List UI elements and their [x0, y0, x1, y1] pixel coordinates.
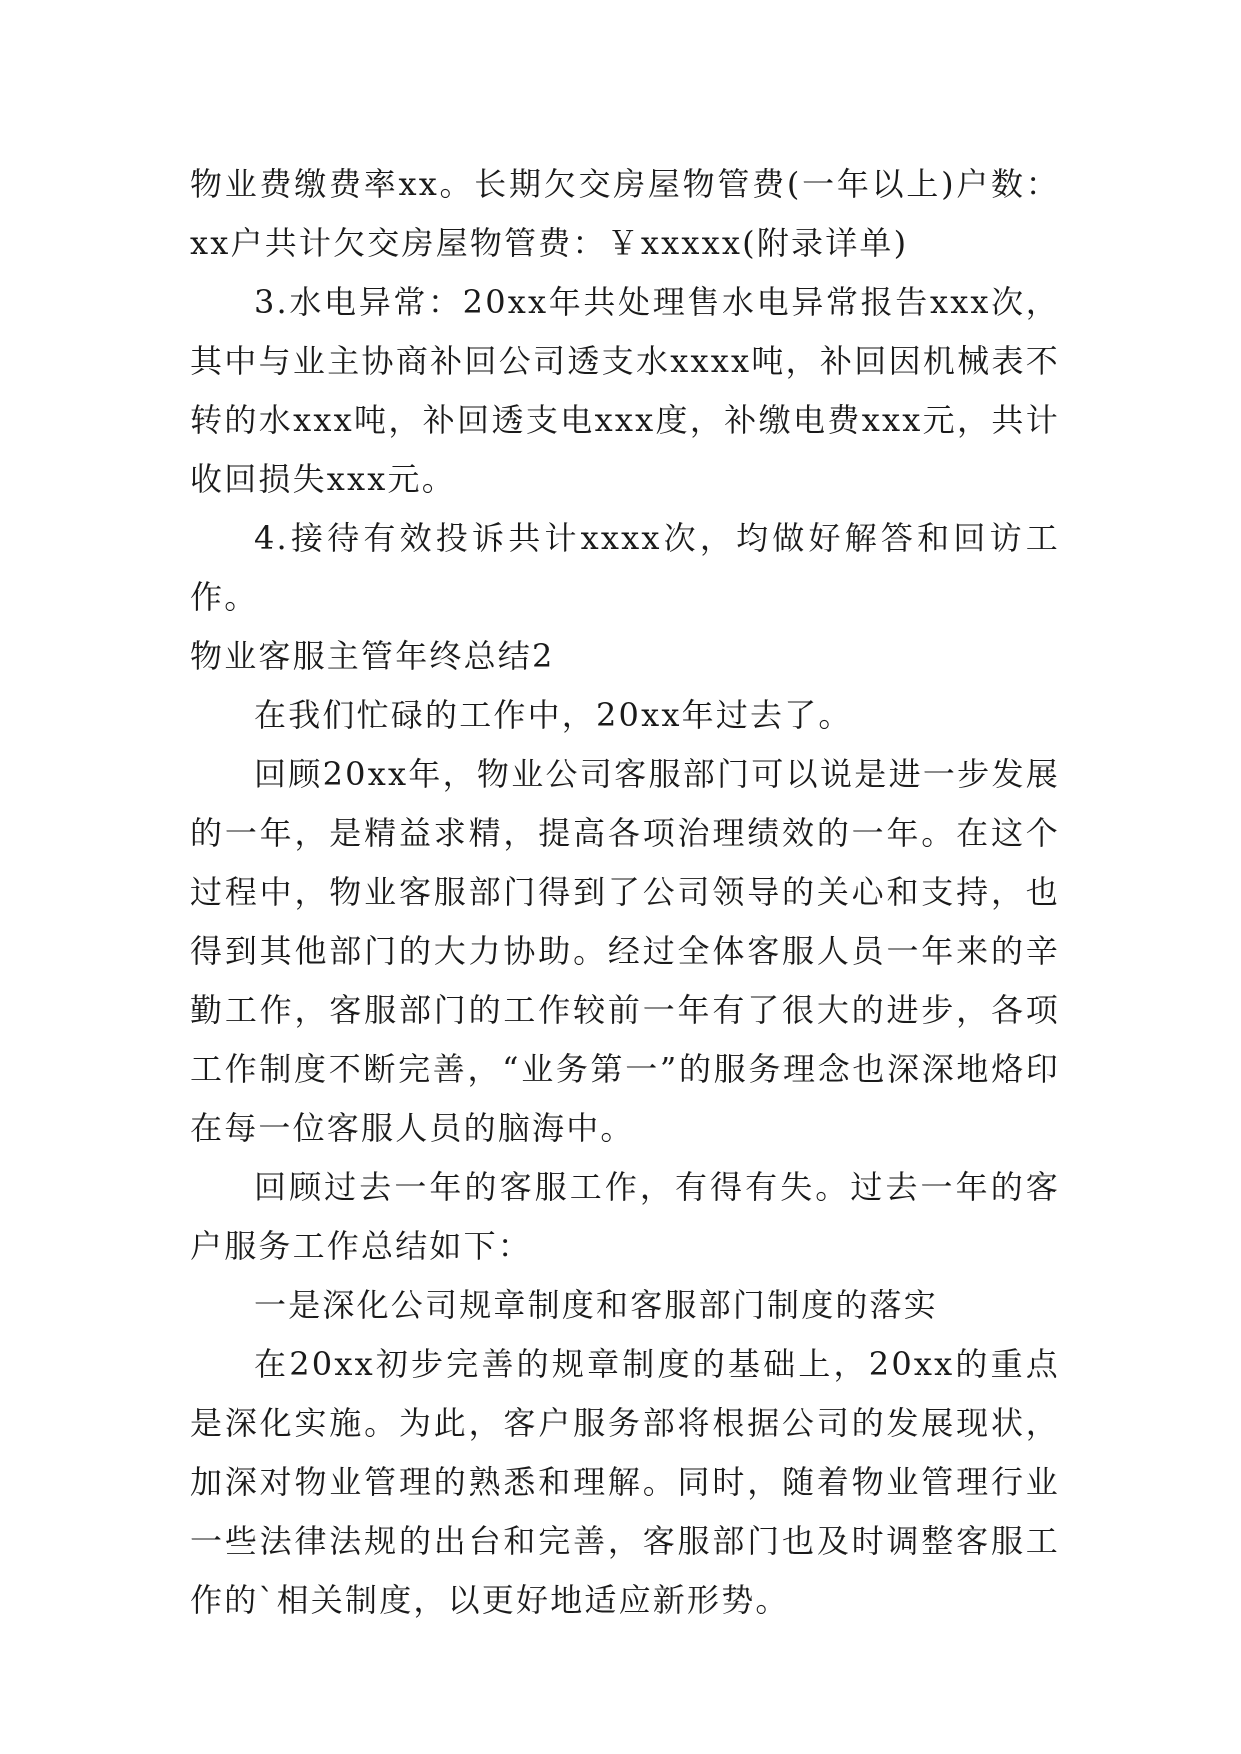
- paragraph-review: 回顾20xx年，物业公司客服部门可以说是进一步发展的一年，是精益求精，提高各项治理绩效的一年。在这个过程中，物业客服部门得到了公司领导的关心和支持，也得到其他部门的大力协助。经过全体客服人员一年来的辛勤工作，客服部门的工作较前一年有了很大的进步，各项工作制度不断完善，“业务第一”的服务理念也深深地烙印在每一位客服人员的脑海中。: [190, 755, 1060, 1147]
- paragraph-complaints: 4.接待有效投诉共计xxxx次，均做好解答和回访工作。: [190, 519, 1060, 616]
- paragraph-point-one: 一是深化公司规章制度和客服部门制度的落实: [254, 1286, 939, 1324]
- paragraph-summary-lead: 回顾过去一年的客服工作，有得有失。过去一年的客户服务工作总结如下：: [190, 1168, 1060, 1265]
- section-heading: 物业客服主管年终总结2: [190, 637, 555, 675]
- document-body: [190, 155, 1060, 1630]
- paragraph-fee-rate: 物业费缴费率xx。长期欠交房屋物管费(一年以上)户数：xx户共计欠交房屋物管费：￥xxxxx(附录详单): [190, 165, 1060, 262]
- paragraph-implementation: 在20xx初步完善的规章制度的基础上，20xx的重点是深化实施。为此，客户服务部将根据公司的发展现状，加深对物业管理的熟悉和理解。同时，随着物业管理行业一些法律法规的出台和完善，客服部门也及时调整客服工作的`相关制度，以更好地适应新形势。: [190, 1345, 1060, 1619]
- paragraph-intro: 在我们忙碌的工作中，20xx年过去了。: [254, 696, 853, 734]
- paragraph-utility-anomaly: 3.水电异常：20xx年共处理售水电异常报告xxx次，其中与业主协商补回公司透支水xxxx吨，补回因机械表不转的水xxx吨，补回透支电xxx度，补缴电费xxx元，共计收回损失xxx元。: [190, 283, 1060, 498]
